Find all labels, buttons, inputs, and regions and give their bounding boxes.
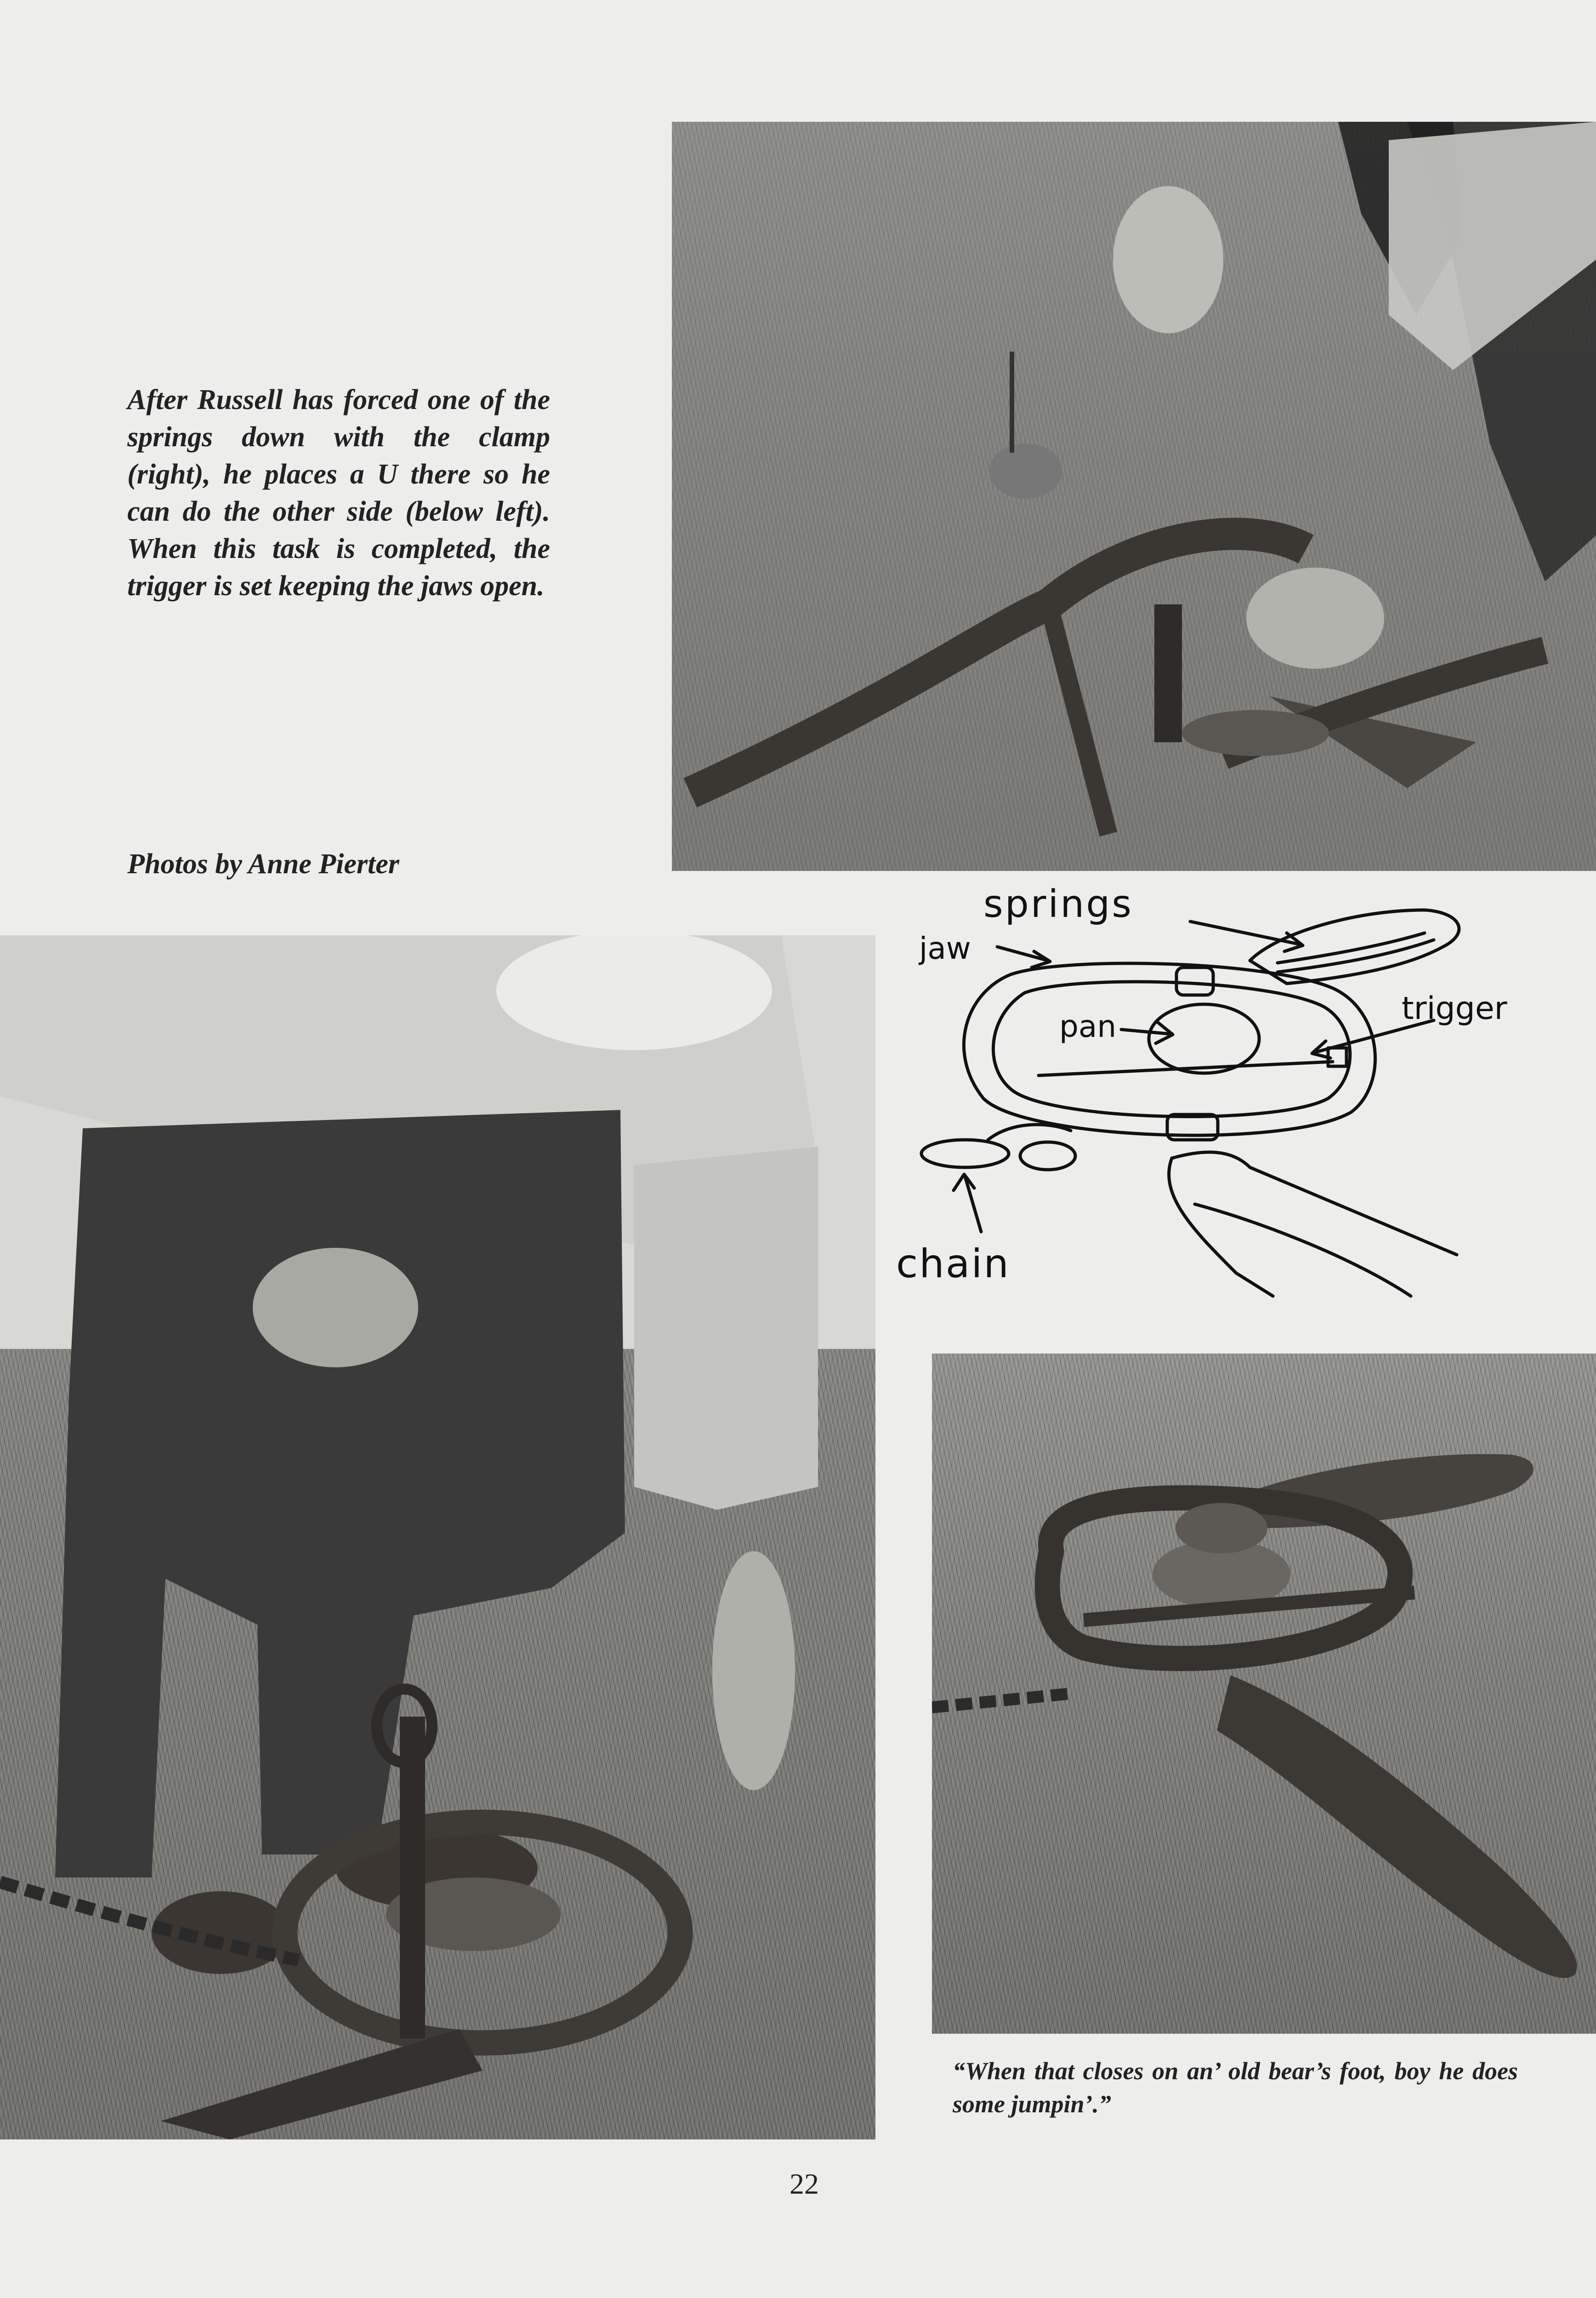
- photo-clamping-springs-drawing: [672, 122, 1596, 871]
- caption-main: After Russell has forced one of the springs down with the clamp (right), he places a U there so he can do the other side (below left). When this task is completed, the trigger is set keeping the jaws open.: [127, 384, 550, 602]
- diagram-label-jaw: jaw: [919, 931, 971, 966]
- trap-diagram: [873, 882, 1581, 1342]
- photo-setting-trap-drawing: [0, 935, 875, 2139]
- diagram-label-chain: chain: [896, 1241, 1010, 1287]
- page-number: 22: [789, 2167, 819, 2200]
- photo-credit: Photos by Anne Pierter: [127, 848, 399, 880]
- diagram-label-trigger: trigger: [1402, 990, 1507, 1027]
- photo-trap-on-grass-drawing: [932, 1354, 1596, 2034]
- photo-trap-on-grass: [932, 1354, 1596, 2034]
- quote-caption: “When that closes on an’ old bear’s foot, boy he does some jumpin’.”: [953, 2057, 1518, 2118]
- photo-clamping-springs: [672, 122, 1596, 871]
- photo-setting-trap: [0, 935, 875, 2139]
- diagram-label-pan: pan: [1059, 1009, 1117, 1044]
- diagram-label-springs: springs: [983, 882, 1134, 926]
